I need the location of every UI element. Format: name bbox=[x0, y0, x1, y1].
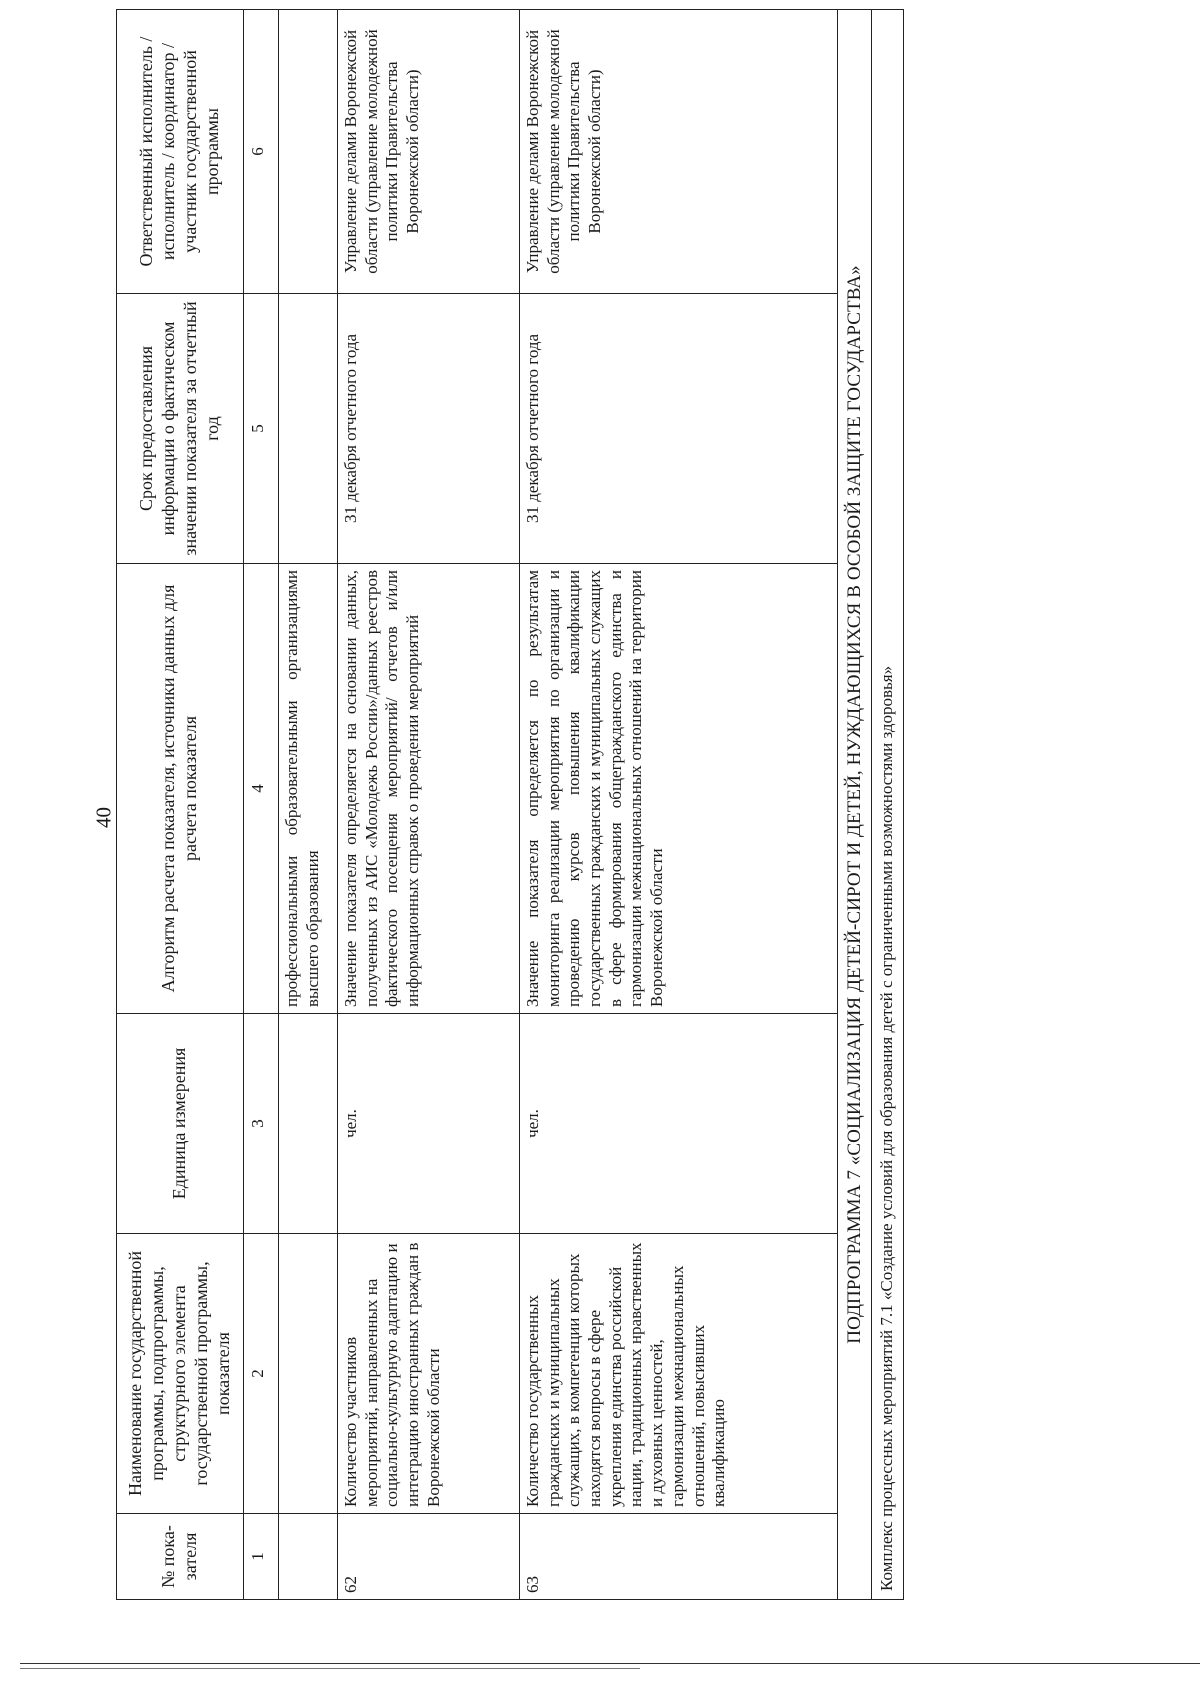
column-number: 6 bbox=[243, 10, 278, 294]
indicator-name-cell: Количество участников мероприятий, направленных на социально-культурную адаптацию и интеграцию иностранных граждан в Воронежской области bbox=[337, 1234, 519, 1514]
subprogram-title: ПОДПРОГРАММА 7 «СОЦИАЛИЗАЦИЯ ДЕТЕЙ-СИРОТ И ДЕТЕЙ, НУЖДАЮЩИХСЯ В ОСОБОЙ ЗАЩИТЕ ГОСУДАРСТВА» bbox=[837, 10, 871, 1600]
responsible-cell: Управление делами Воронежской области (управление молодежной политики Правительства Воронежской области) bbox=[337, 10, 519, 294]
complex-title-row bbox=[871, 10, 903, 1600]
table-cell bbox=[278, 1014, 337, 1234]
subprogram-title-row bbox=[837, 10, 871, 1600]
indicator-name-cell: Количество государственных гражданских и муниципальных служащих, в компетенции которых находятся вопросы в сфере укрепления единства российской нации, традиционных нравственных и духовных ценностей, гармонизации межнациональных отношений, повысивших квалификацию bbox=[519, 1234, 837, 1514]
header-indicator-number: № пока-зателя bbox=[117, 1514, 244, 1600]
column-number-row bbox=[243, 10, 278, 1600]
table-cell bbox=[278, 1514, 337, 1600]
indicator-number-cell: 63 bbox=[519, 1514, 837, 1600]
header-deadline: Срок предоставления информации о фактическом значении показателя за отчетный год bbox=[117, 294, 244, 564]
table-cell bbox=[278, 1234, 337, 1514]
unit-cell: чел. bbox=[337, 1014, 519, 1234]
column-number: 1 bbox=[243, 1514, 278, 1600]
table-row bbox=[337, 10, 519, 1600]
responsible-cell: Управление делами Воронежской области (управление молодежной политики Правительства Воронежской области) bbox=[519, 10, 837, 294]
table-row bbox=[519, 10, 837, 1600]
indicators-table bbox=[116, 9, 904, 1600]
continuation-row bbox=[278, 10, 337, 1600]
unit-cell: чел. bbox=[519, 1014, 837, 1234]
header-unit: Единица измерения bbox=[117, 1014, 244, 1234]
indicator-number-cell: 62 bbox=[337, 1514, 519, 1600]
table-cell bbox=[278, 294, 337, 564]
footer-divider bbox=[20, 1668, 640, 1669]
page-number: 40 bbox=[91, 807, 116, 828]
column-number: 2 bbox=[243, 1234, 278, 1514]
header-indicator-name: Наименование государственной программы, подпрограммы, структурного элемента государственной программы, показателя bbox=[117, 1234, 244, 1514]
table-header-row bbox=[117, 10, 244, 1600]
header-responsible: Ответственный исполнитель / исполнитель / координатор / участник государственной программы bbox=[117, 10, 244, 294]
column-number: 5 bbox=[243, 294, 278, 564]
algorithm-cell: профессиональными образовательными организациями высшего образования bbox=[278, 564, 337, 1014]
algorithm-cell: Значение показателя определяется на основании данных, полученных из АИС «Молодежь России»/данных реестров фактического посещения мероприятий/ отчетов и/или информационных справок о проведении мероприятий bbox=[337, 564, 519, 1014]
deadline-cell: 31 декабря отчетного года bbox=[519, 294, 837, 564]
column-number: 3 bbox=[243, 1014, 278, 1234]
footer-divider bbox=[20, 1663, 1200, 1664]
algorithm-cell: Значение показателя определяется по результатам мониторинга реализации мероприятия по организации и проведению курсов повышения квалификации государственных гражданских и муниципальных служащих в сфере формирования общегражданского единства и гармонизации межнациональных отношений на территории Воронежской области bbox=[519, 564, 837, 1014]
header-algorithm: Алгоритм расчета показателя, источники данных для расчета показателя bbox=[117, 564, 244, 1014]
column-number: 4 bbox=[243, 564, 278, 1014]
complex-title: Комплекс процессных мероприятий 7.1 «Создание условий для образования детей с ограниченными возможностями здоровья» bbox=[871, 10, 903, 1600]
table-cell bbox=[278, 10, 337, 294]
deadline-cell: 31 декабря отчетного года bbox=[337, 294, 519, 564]
rotated-page-content bbox=[116, 10, 1106, 1600]
